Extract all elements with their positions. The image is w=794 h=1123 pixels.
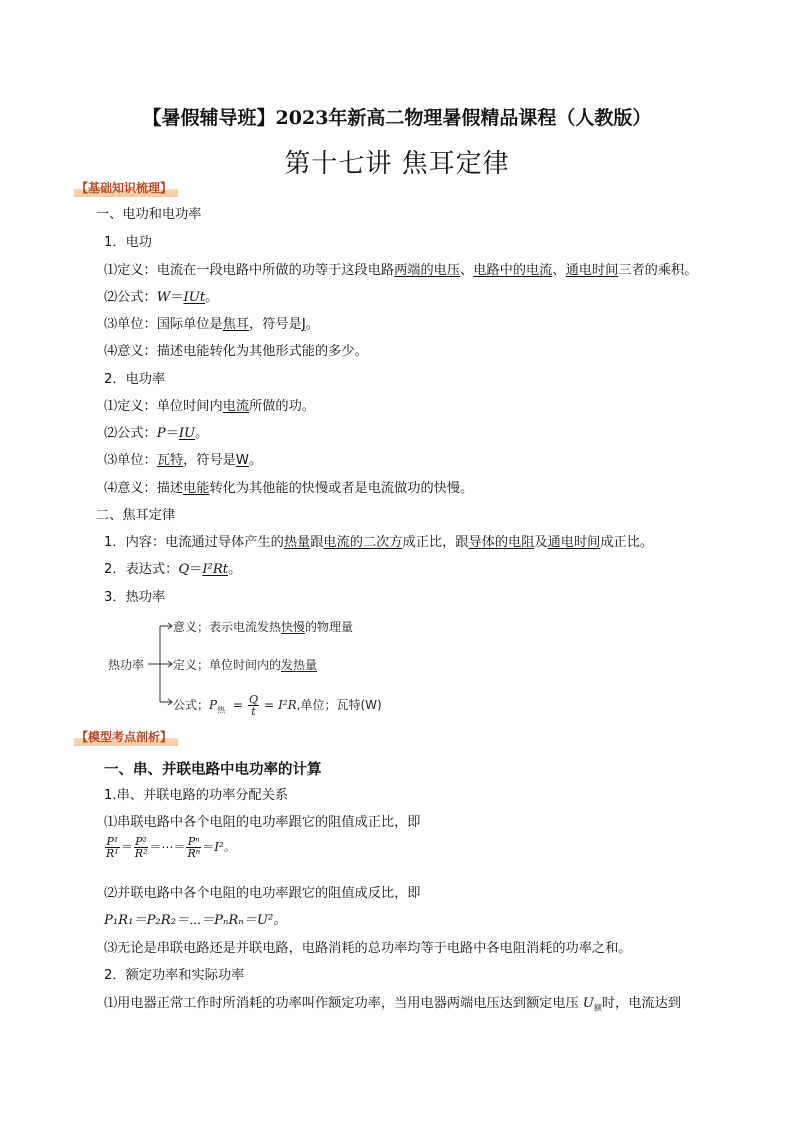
heading-joule-law: 二、焦耳定律	[96, 508, 176, 523]
diagram-branch-definition: 定义；单位时间内的发热量	[173, 658, 318, 672]
heading-electric-power: 2．电功率	[104, 372, 166, 387]
section-tag-basic: 【基础知识梳理】	[74, 179, 178, 197]
model-p6: ⑴用电器正常工作时所消耗的功率叫作额定功率，当用电器两端电压达到额定电压 $U_额$时，电流达到	[104, 996, 681, 1013]
power-meaning: ⑷意义：描述电能转化为其他能的快慢或者是电流做功的快慢。	[104, 481, 474, 496]
joule-expression: 2．表达式：Q＝I²Rt。	[104, 562, 242, 577]
series-equation: $\frac{\text{P¹}}{\text{R¹}}$ ＝ $\frac{\text{P²}}{\text{R²}}$ ＝⋯＝ $\frac{\text{Pⁿ}}{\text{Rⁿ}}$ ＝I²。	[106, 835, 236, 860]
lecture-title: 第十七讲 焦耳定律	[284, 149, 510, 179]
heading-work-power: 一、电功和电功率	[96, 207, 202, 222]
work-unit: ⑶单位：国际单位是焦耳，符号是J。	[104, 317, 319, 332]
power-definition: ⑴定义：单位时间内电流所做的功。	[104, 399, 315, 414]
model-p4: ⑶无论是串联电路还是并联电路，电路消耗的总功率均等于电路中各电阻消耗的功率之和。	[104, 941, 632, 956]
q-over-t-fraction: $\frac{Q}{t}$	[248, 693, 259, 718]
model-heading: 一、串、并联电路中电功率的计算	[104, 762, 322, 778]
work-formula: ⑵公式：W＝IUt。	[104, 290, 219, 305]
model-p3: ⑵并联电路中各个电阻的电功率跟它的阻值成反比，即	[104, 886, 421, 901]
joule-content: 1．内容：电流通过导体产生的热量跟电流的二次方成正比，跟导体的电阻及通电时间成正比。	[104, 535, 654, 550]
diagram-branch-formula: 公式；$P_热$ = $\frac{Q}{t}$ = I²R,单位；瓦特(W)	[173, 693, 382, 718]
model-p2: ⑴串联电路中各个电阻的电功率跟它的阻值成正比，即	[104, 815, 421, 830]
work-definition: ⑴定义：电流在一段电路中所做的功等于这段电路两端的电压、电路中的电流、通电时间三者的乘积。	[104, 263, 698, 278]
heat-power-diagram	[106, 612, 436, 716]
heading-electric-work: 1．电功	[104, 235, 152, 250]
model-p5: 2．额定功率和实际功率	[104, 968, 245, 983]
model-p1: 1.串、并联电路的功率分配关系	[104, 788, 289, 803]
power-formula: ⑵公式：P＝IU。	[104, 426, 209, 441]
heading-heat-power: 3．热功率	[104, 590, 166, 605]
section-tag-model: 【模型考点剖析】	[74, 728, 178, 746]
power-unit: ⑶单位：瓦特，符号是W。	[104, 453, 263, 468]
course-header: 【暑假辅导班】2023年新高二物理暑假精品课程（人教版）	[142, 107, 652, 129]
diagram-root: 热功率	[108, 658, 145, 672]
parallel-equation: P₁R₁＝P₂R₂＝⋯＝PₙRₙ＝U²。	[104, 913, 287, 928]
work-meaning: ⑷意义：描述电能转化为其他形式能的多少。	[104, 344, 368, 359]
diagram-branch-meaning: 意义；表示电流发热快慢的物理量	[173, 620, 354, 634]
